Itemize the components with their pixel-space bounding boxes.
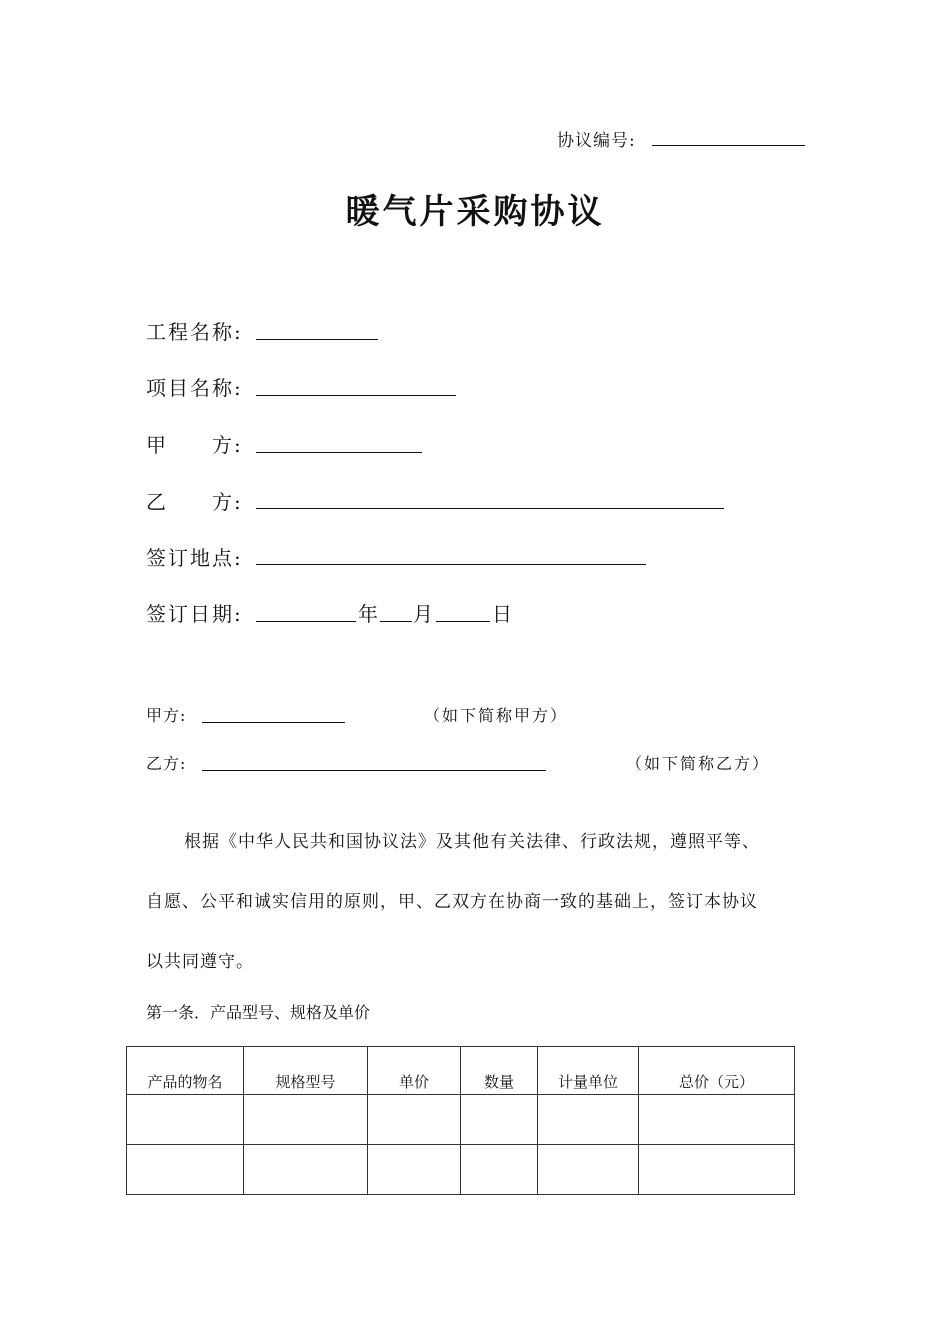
table-cell[interactable] xyxy=(461,1145,538,1195)
table-cell[interactable] xyxy=(244,1095,368,1145)
party-b-cover-field[interactable] xyxy=(256,508,724,509)
month-label: 月 xyxy=(413,602,435,626)
preamble-line-3: 以共同遵守。 xyxy=(146,952,254,972)
day-label: 日 xyxy=(492,602,514,626)
sign-year-field[interactable] xyxy=(256,621,356,622)
party-a-note: （如下简称甲方） xyxy=(424,706,569,725)
preamble-line-1: 根据《中华人民共和国协议法》及其他有关法律、行政法规，遵照平等、 xyxy=(184,832,760,852)
col-header-total-price: 总价（元） xyxy=(639,1047,795,1095)
table-cell[interactable] xyxy=(368,1145,461,1195)
document-title: 暖气片采购协议 xyxy=(345,192,605,232)
table-cell[interactable] xyxy=(639,1095,795,1145)
sign-place-label: 签订地点: xyxy=(146,546,243,570)
col-header-spec-model: 规格型号 xyxy=(244,1047,368,1095)
table-cell[interactable] xyxy=(127,1145,244,1195)
table-row xyxy=(127,1145,795,1195)
sign-place-field[interactable] xyxy=(256,564,646,565)
table-cell[interactable] xyxy=(368,1095,461,1145)
sign-day-field[interactable] xyxy=(436,621,490,622)
table-cell[interactable] xyxy=(461,1095,538,1145)
table-header-row xyxy=(127,1047,795,1095)
party-b-label: 乙方: xyxy=(146,754,187,773)
table-cell[interactable] xyxy=(538,1095,639,1145)
table-cell[interactable] xyxy=(538,1145,639,1195)
table-row xyxy=(127,1095,795,1145)
item-name-field[interactable] xyxy=(256,395,456,396)
agreement-number-label: 协议编号: xyxy=(557,131,636,151)
party-a-cover-label: 甲 方: xyxy=(146,433,243,457)
year-label: 年 xyxy=(358,602,380,626)
sign-month-field[interactable] xyxy=(380,621,412,622)
product-table xyxy=(126,1046,795,1195)
party-a-cover-field[interactable] xyxy=(256,452,422,453)
party-b-note: （如下简称乙方） xyxy=(626,754,771,773)
col-header-quantity: 数量 xyxy=(461,1047,538,1095)
project-name-field[interactable] xyxy=(256,339,378,340)
table-cell[interactable] xyxy=(127,1095,244,1145)
party-b-cover-label: 乙 方: xyxy=(146,490,243,514)
party-a-field[interactable] xyxy=(202,722,345,723)
party-a-label: 甲方: xyxy=(146,706,187,725)
preamble-line-2: 自愿、公平和诚实信用的原则，甲、乙双方在协商一致的基础上，签订本协议 xyxy=(146,892,758,912)
table-cell[interactable] xyxy=(244,1145,368,1195)
party-b-field[interactable] xyxy=(202,770,546,771)
sign-date-label: 签订日期: xyxy=(146,602,243,626)
item-name-label: 项目名称: xyxy=(146,376,243,400)
agreement-number-field[interactable] xyxy=(652,145,805,146)
col-header-unit: 计量单位 xyxy=(538,1047,639,1095)
clause-1-title: 第一条．产品型号、规格及单价 xyxy=(146,1003,371,1022)
col-header-product-name: 产品的物名 xyxy=(127,1047,244,1095)
project-name-label: 工程名称: xyxy=(146,320,243,344)
table-cell[interactable] xyxy=(639,1145,795,1195)
col-header-unit-price: 单价 xyxy=(368,1047,461,1095)
